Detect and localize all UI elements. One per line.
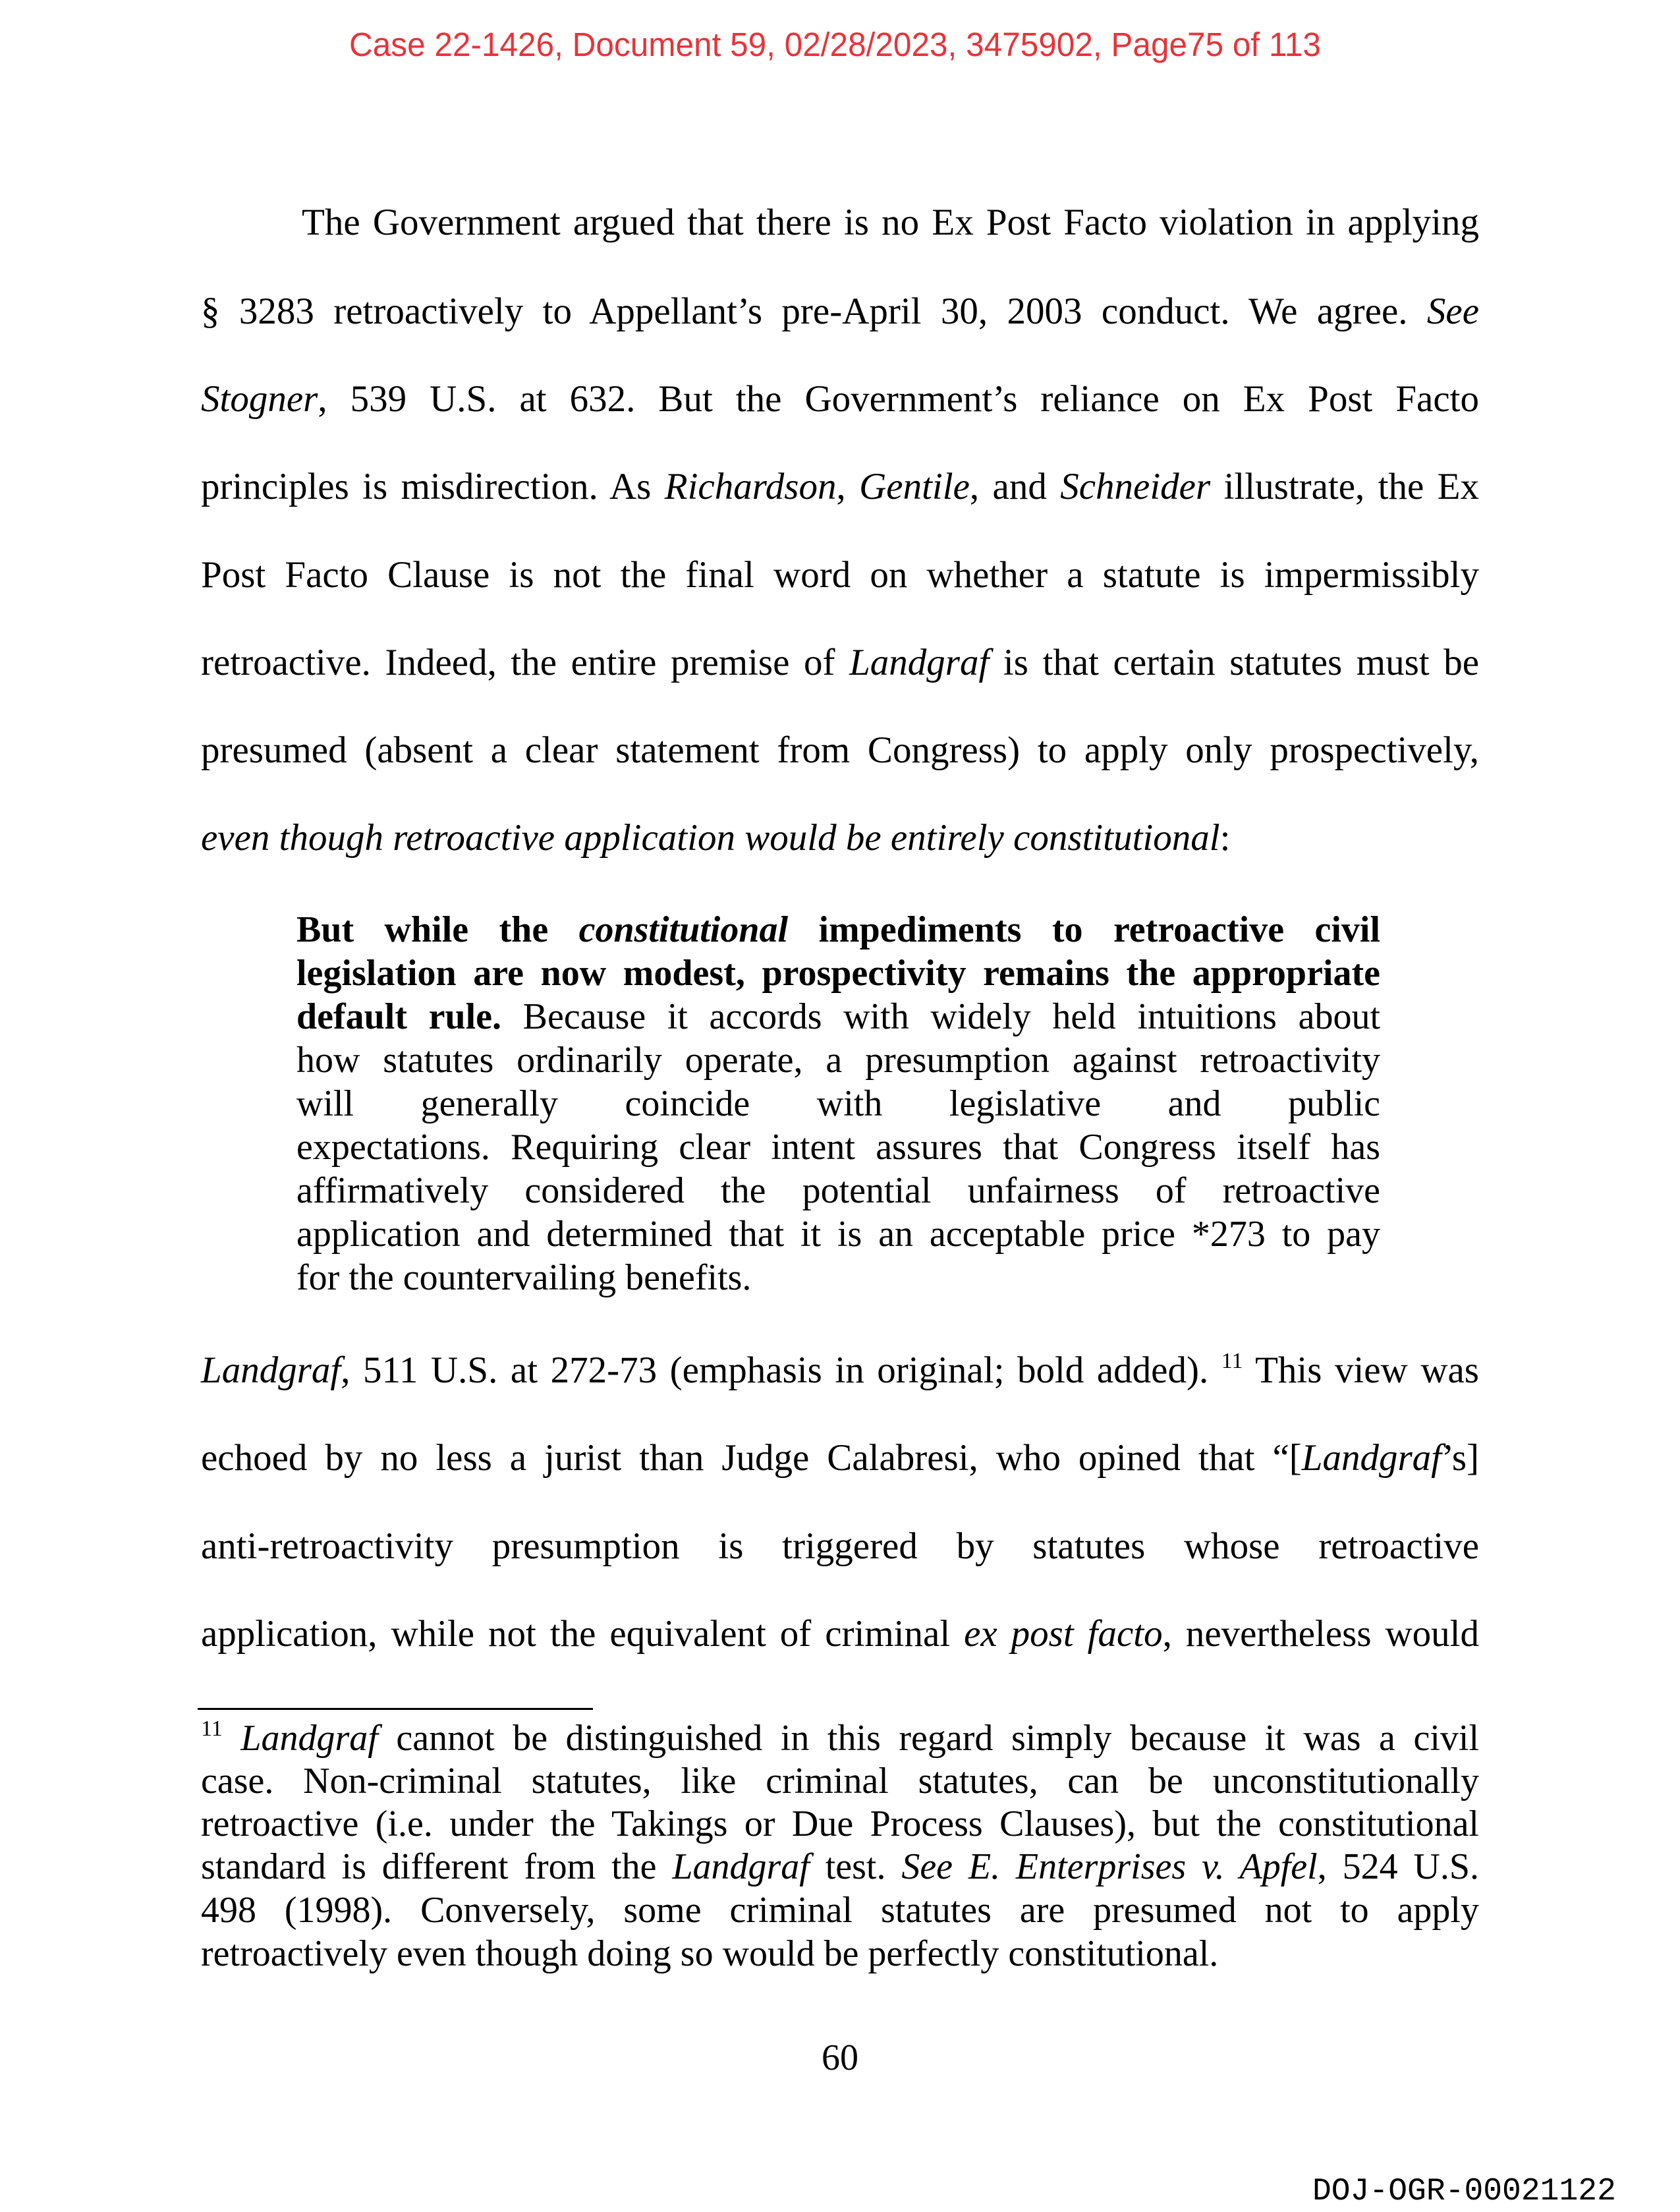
text-run: retroactive. Indeed, the entire premise of (201, 642, 850, 683)
quote-line (296, 1169, 1380, 1212)
quote-line (296, 1038, 1380, 1082)
text-run: application, while not the equivalent of criminal (201, 1613, 965, 1655)
case-name: Landgraf (201, 1349, 341, 1391)
citation-signal: See (1426, 291, 1479, 332)
text-run: will generally coincide with legislative and public (296, 1083, 1380, 1124)
case-name: Landgraf (849, 642, 990, 683)
text-run: This view was (1243, 1349, 1479, 1391)
bates-number: DOJ-OGR-00021122 (1312, 2174, 1616, 2209)
quote-line (296, 1212, 1380, 1256)
case-name: Landgraf (240, 1718, 378, 1759)
footnote-line (201, 1802, 1479, 1846)
text-run: : (1219, 817, 1231, 859)
quote-line (296, 1125, 1380, 1169)
text-run: case. Non-criminal statutes, like criminal statutes, can be unconstitutionally (201, 1761, 1479, 1801)
case-name: Schneider (1060, 466, 1211, 507)
text-run: test. (809, 1846, 902, 1887)
text-run: , nevertheless would (1162, 1613, 1480, 1655)
text-run: retroactive (i.e. under the Takings or Due Process Clauses), but the constitutional (201, 1803, 1479, 1844)
quote-line (296, 1256, 1380, 1299)
text-run: application and determined that it is an acceptable price *273 to pay (296, 1214, 1380, 1255)
text-line (201, 815, 1479, 861)
text-line (201, 552, 1479, 598)
case-name: Gentile (859, 466, 970, 507)
case-name: Landgraf (672, 1846, 810, 1887)
text-run: , 511 U.S. at 272-73 (emphasis in original; bold added). (341, 1349, 1221, 1391)
text-run: Because it accords with widely held intuitions about (501, 996, 1380, 1037)
text-run: how statutes ordinarily operate, a presumption against retroactivity (296, 1040, 1380, 1081)
footnote-line (201, 1716, 1479, 1760)
page-number: 60 (822, 2037, 858, 2078)
text-run: The Government argued that there is no Ex Post Facto violation in applying (302, 202, 1479, 243)
bold-text: But while the (296, 909, 579, 950)
case-header-stamp: Case 22-1426, Document 59, 02/28/2023, 3475902, Page75 of 113 (349, 26, 1321, 63)
bold-text: impediments to retroactive civil (788, 909, 1380, 950)
bold-italic-text: constitutional (578, 909, 789, 950)
text-line (302, 200, 1479, 246)
footnote-number: 11 (201, 1716, 223, 1741)
footnote-line (201, 1845, 1479, 1888)
text-run: 498 (1998). Conversely, some criminal statutes are presumed not to apply (201, 1890, 1479, 1931)
text-run: standard is different from the (201, 1846, 673, 1887)
text-run: presumed (absent a clear statement from Congress) to apply only prospectively, (201, 729, 1479, 771)
emphasized-text: even though retroactive application would be entirely constitutional (201, 817, 1220, 859)
text-run: expectations. Requiring clear intent assures that Congress itself has (296, 1127, 1380, 1168)
text-line (201, 1347, 1479, 1394)
footnote-separator-rule (198, 1708, 593, 1710)
quote-line (296, 951, 1380, 995)
footnote-line (201, 1932, 1479, 1975)
case-name: Stogner (201, 378, 318, 420)
text-run: , 539 U.S. at 632. But the Government’s reliance on Ex Post Facto (318, 378, 1479, 420)
bold-text: default rule. (296, 996, 502, 1037)
text-line (201, 1611, 1479, 1657)
text-line (201, 727, 1479, 774)
text-line (201, 1435, 1479, 1481)
text-line (201, 289, 1479, 335)
latin-term: ex post facto (964, 1613, 1163, 1655)
text-line (201, 376, 1479, 422)
footnote-line (201, 1759, 1479, 1803)
footnote-line (201, 1888, 1479, 1932)
text-run: , 524 U.S. (1317, 1846, 1480, 1887)
text-run: echoed by no less a jurist than Judge Calabresi, who opined that “[ (201, 1437, 1302, 1479)
text-run: for the countervailing benefits. (296, 1257, 752, 1298)
text-run: , (836, 466, 860, 507)
quote-line (296, 1082, 1380, 1125)
text-run: is that certain statutes must be (989, 642, 1479, 683)
text-run: § 3283 retroactively to Appellant’s pre-April 30, 2003 conduct. We agree. (201, 291, 1427, 332)
text-run: ’s] (1442, 1437, 1479, 1479)
text-run: retroactively even though doing so would be perfectly constitutional. (201, 1933, 1219, 1974)
footnote-reference-link[interactable]: 11 (1221, 1349, 1243, 1373)
quote-line (296, 995, 1380, 1038)
text-run: cannot be distinguished in this regard simply because it was a civil (378, 1718, 1480, 1759)
text-run: illustrate, the Ex (1210, 466, 1480, 507)
text-line (201, 1523, 1479, 1570)
case-citation: See E. Enterprises v. Apfel (901, 1846, 1318, 1887)
bold-text: legislation are now modest, prospectivity remains the appropriate (296, 953, 1380, 994)
text-run: affirmatively considered the potential unfairness of retroactive (296, 1170, 1380, 1211)
text-line (201, 640, 1479, 686)
text-run: principles is misdirection. As (201, 466, 665, 507)
case-name: Landgraf (1301, 1437, 1442, 1479)
text-run: Post Facto Clause is not the final word on whether a statute is impermissibly (201, 554, 1479, 596)
text-run: , and (969, 466, 1061, 507)
text-line (201, 464, 1479, 510)
quote-line (296, 908, 1380, 951)
case-name: Richardson (664, 466, 837, 507)
text-run (223, 1718, 241, 1759)
text-run: anti-retroactivity presumption is triggered by statutes whose retroactive (201, 1525, 1479, 1567)
